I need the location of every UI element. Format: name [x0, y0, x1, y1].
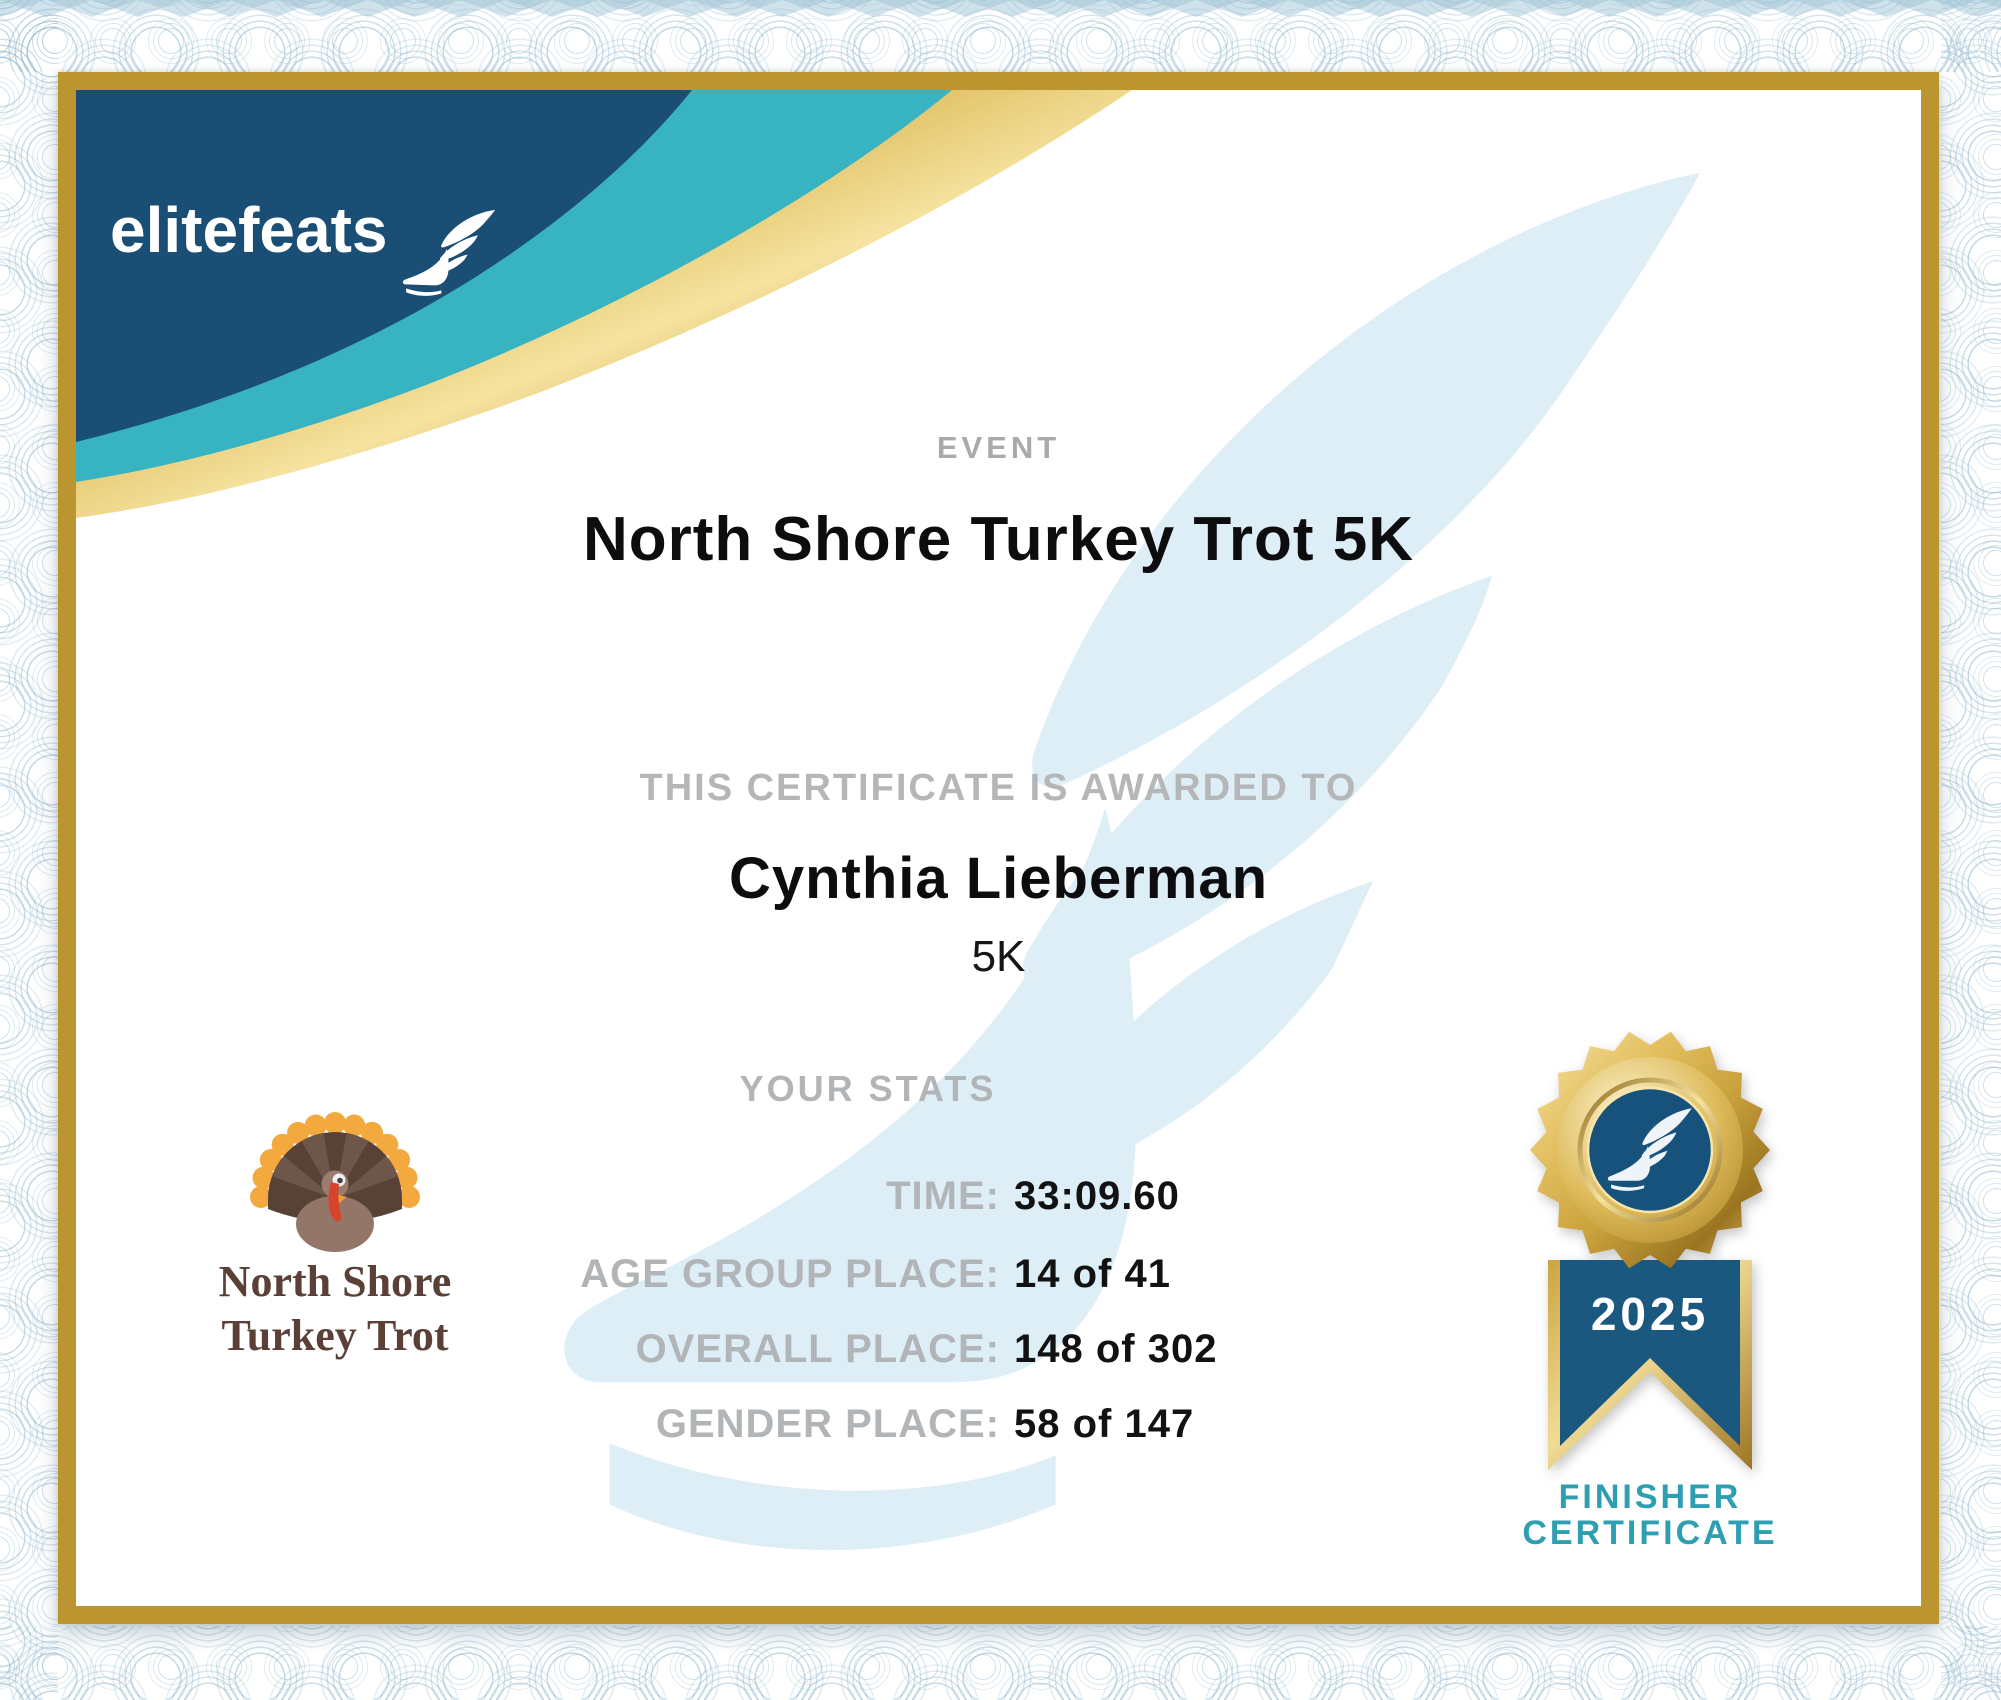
badge-year: 2025 — [1590, 1288, 1710, 1340]
stat-label: OVERALL PLACE: — [635, 1327, 1000, 1371]
stat-value: 33:09.60 — [1014, 1174, 1180, 1218]
certificate-content — [76, 90, 1921, 1606]
brand-logo-text: elitefeats — [110, 194, 388, 266]
guilloche-border-bottom — [0, 1626, 2001, 1700]
turkey-icon — [235, 1102, 435, 1252]
winged-foot-icon — [399, 176, 498, 329]
guilloche-zigzag-edge — [0, 0, 2001, 17]
race-distance: 5K — [971, 932, 1026, 981]
event-logo-line1: North Shore — [218, 1257, 452, 1306]
certificate-paper — [58, 72, 1939, 1624]
stat-value: 58 of 147 — [1014, 1402, 1195, 1446]
guilloche-border-left — [0, 0, 58, 1700]
event-logo — [175, 1102, 495, 1359]
badge-caption-line1: FINISHER — [1558, 1478, 1742, 1516]
stat-label: GENDER PLACE: — [655, 1402, 1000, 1446]
stat-label: AGE GROUP PLACE: — [580, 1252, 1000, 1296]
event-section-label: EVENT — [936, 430, 1061, 465]
brand-logo — [110, 194, 670, 274]
stats-heading: YOUR STATS — [739, 1068, 997, 1109]
recipient-name: Cynthia Lieberman — [728, 846, 1269, 911]
event-name: North Shore Turkey Trot 5K — [583, 505, 1414, 574]
awarded-to-label: THIS CERTIFICATE IS AWARDED TO — [639, 767, 1358, 809]
event-logo-line2: Turkey Trot — [221, 1310, 449, 1360]
guilloche-border-right — [1941, 0, 2001, 1700]
finisher-medal-icon — [1500, 1020, 1800, 1490]
stat-value: 14 of 41 — [1014, 1252, 1171, 1296]
stat-label: TIME: — [886, 1174, 1000, 1218]
finisher-badge — [1500, 1020, 1800, 1606]
stat-value: 148 of 302 — [1014, 1327, 1218, 1371]
badge-caption-line2: CERTIFICATE — [1522, 1514, 1778, 1552]
